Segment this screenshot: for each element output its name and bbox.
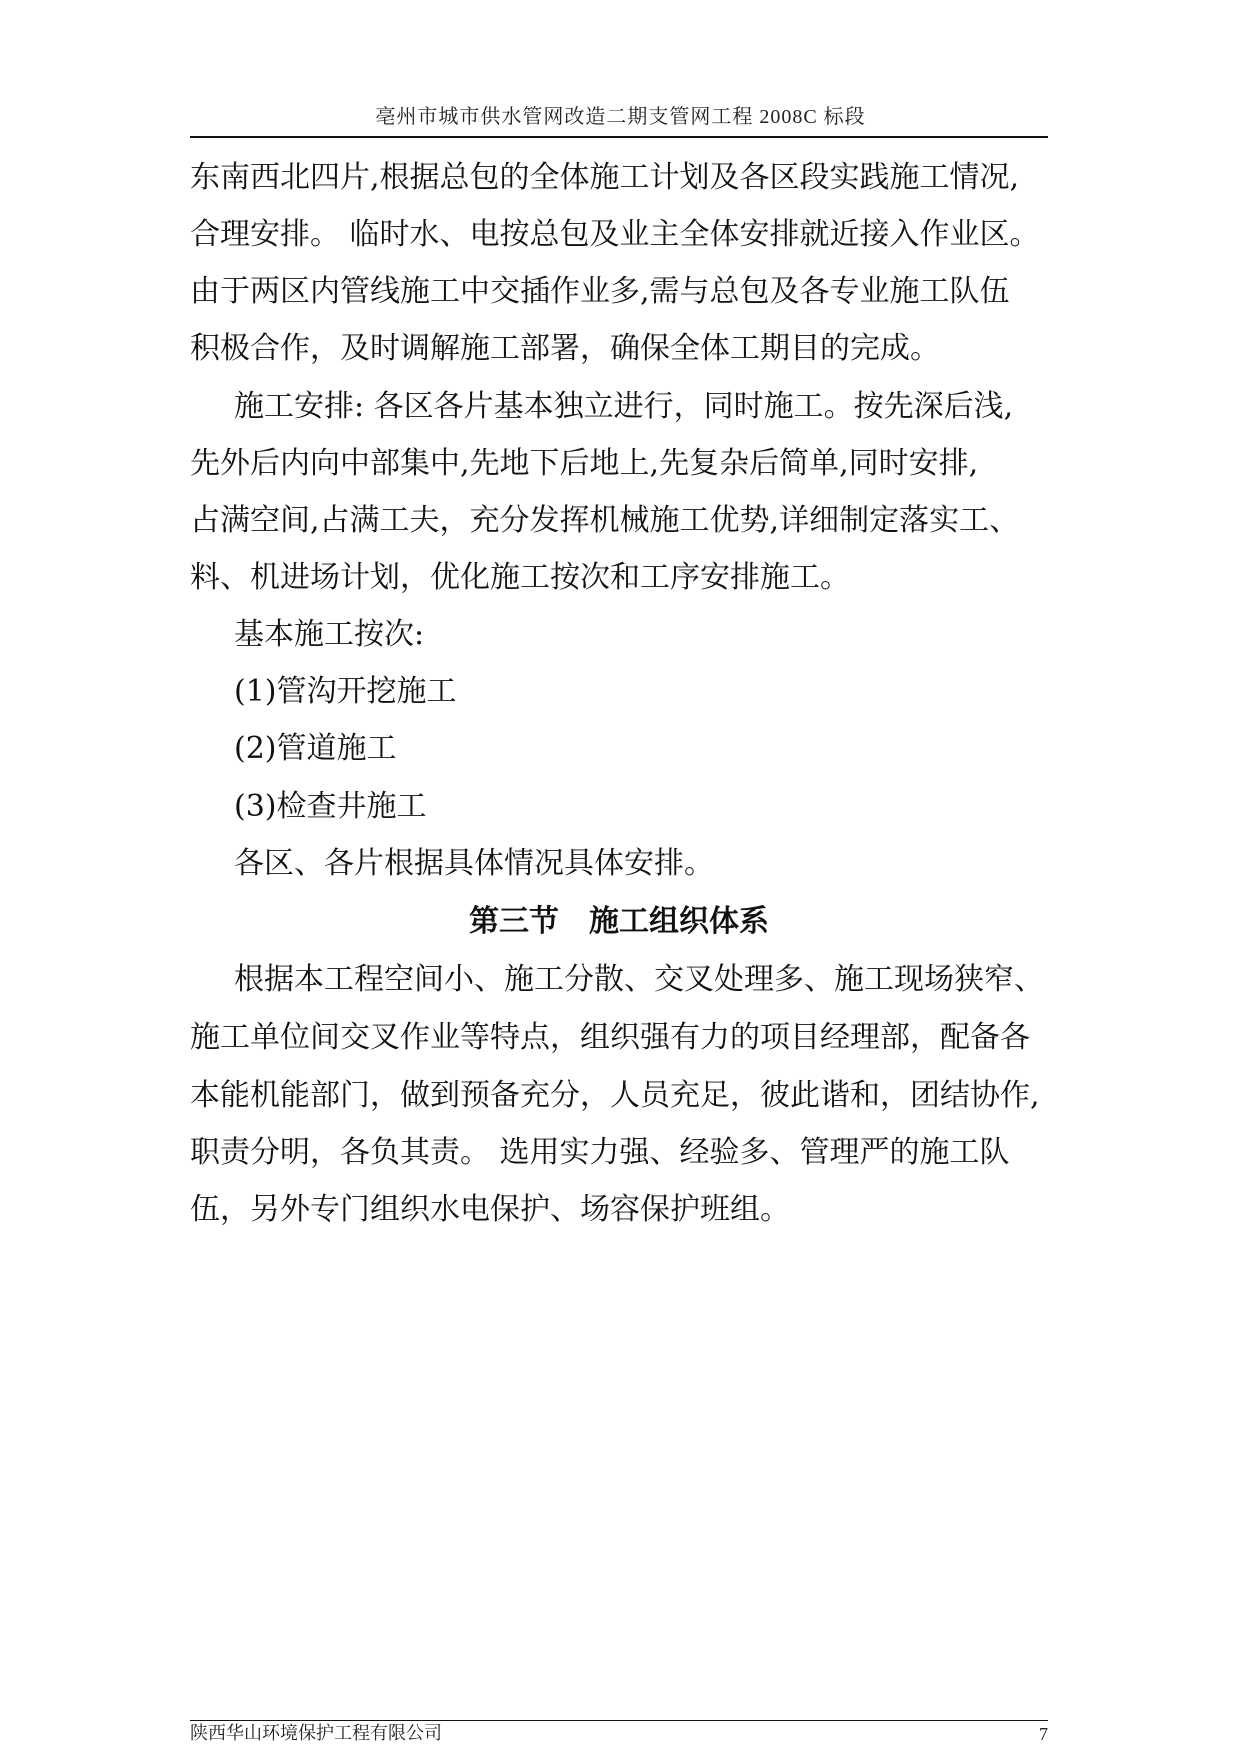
footer-company-name: 陕西华山环境保护工程有限公司 (190, 1723, 442, 1744)
paragraph-line: 东南西北四片,根据总包的全体施工计划及各区段实践施工情况, (190, 160, 1020, 195)
page-number: 7 (1039, 1724, 1048, 1744)
paragraph-line: 施工安排: 各区各片基本独立进行，同时施工。按先深后浅, (234, 389, 1014, 424)
paragraph-line: 各区、各片根据具体情况具体安排。 (234, 846, 714, 881)
step-item: (3)检查井施工 (234, 789, 427, 824)
page-footer-rule (190, 1720, 1048, 1721)
step-item: (2)管道施工 (234, 731, 397, 766)
paragraph-line: 料、机进场计划，优化施工按次和工序安排施工。 (190, 560, 850, 595)
paragraph-line: 根据本工程空间小、施工分散、交叉处理多、施工现场狭窄、 (234, 962, 1044, 997)
paragraph-line: 职责分明，各负其责。 选用实力强、经验多、管理严的施工队 (190, 1135, 1010, 1170)
paragraph-line: 占满空间,占满工夫，充分发挥机械施工优势,详细制定落实工、 (190, 503, 1020, 538)
step-item: (1)管沟开挖施工 (234, 674, 457, 709)
page-header-title: 亳州市城市供水管网改造二期支管网工程 2008C 标段 (375, 106, 866, 128)
paragraph-line: 本能机能部门，做到预备充分，人员充足，彼此谐和，团结协作, (190, 1078, 1040, 1113)
paragraph-line: 积极合作，及时调解施工部署，确保全体工期目的完成。 (190, 331, 940, 366)
paragraph-line: 伍，另外专门组织水电保护、场容保护班组。 (190, 1192, 790, 1227)
paragraph-line: 合理安排。 临时水、电按总包及业主全体安排就近接入作业区。 (190, 217, 1040, 252)
paragraph-line: 先外后内向中部集中,先地下后地上,先复杂后简单,同时安排, (190, 446, 979, 481)
section-heading: 第三节 施工组织体系 (469, 904, 769, 939)
paragraph-line: 施工单位间交叉作业等特点，组织强有力的项目经理部，配备各 (190, 1020, 1030, 1055)
paragraph-line: 基本施工按次: (234, 617, 425, 652)
paragraph-line: 由于两区内管线施工中交插作业多,需与总包及各专业施工队伍 (190, 274, 1010, 309)
page-header-rule (190, 136, 1048, 138)
